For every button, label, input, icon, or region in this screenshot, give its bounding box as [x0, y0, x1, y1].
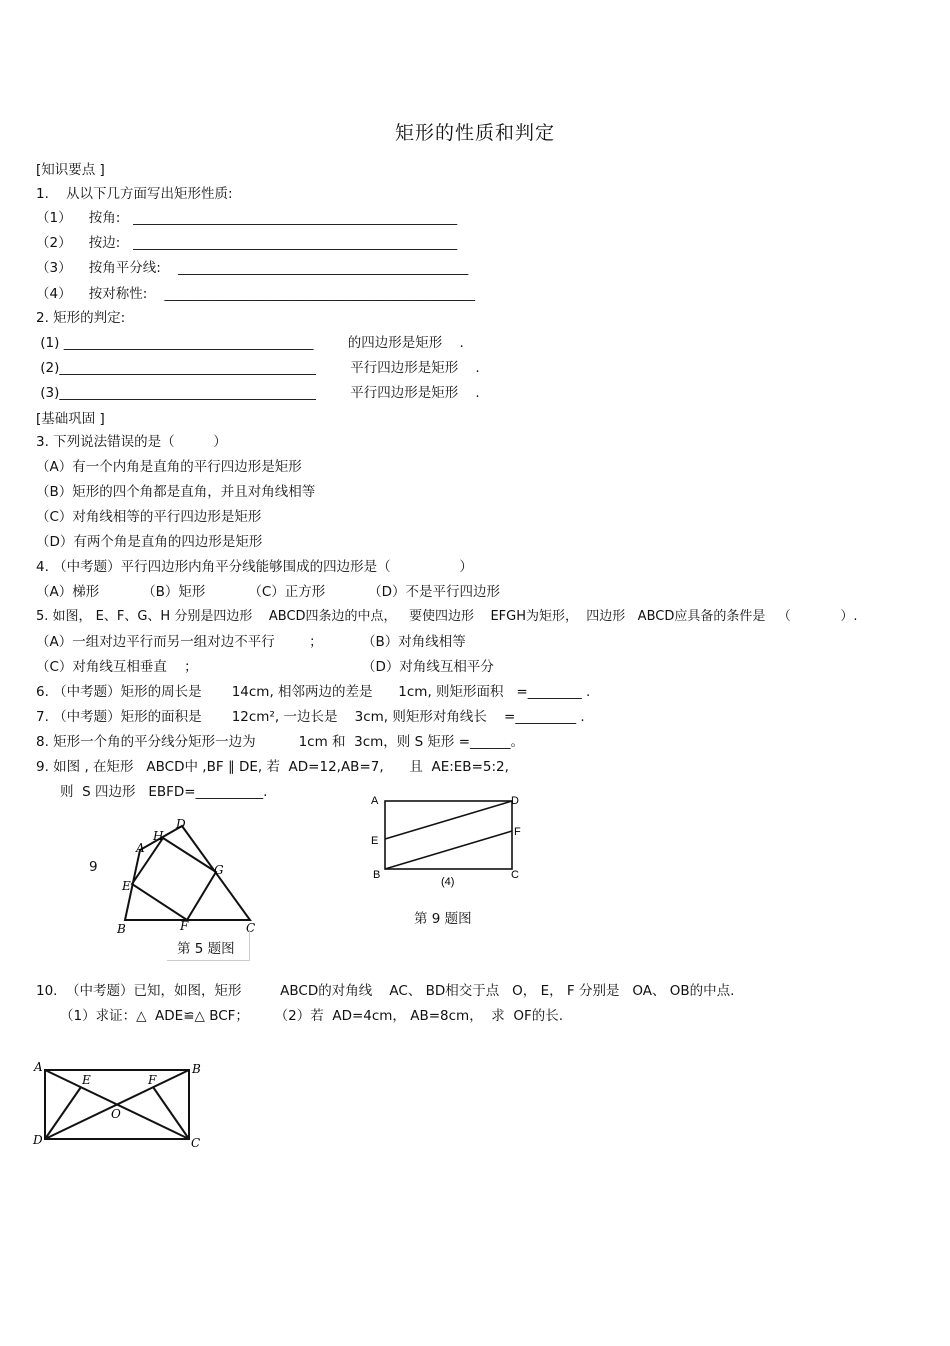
- question-3-option-c: （C）对角线相等的平行四边形是矩形: [36, 509, 262, 525]
- rectangle-figure-10: [30, 1060, 210, 1154]
- fig5-label-d: D: [176, 817, 186, 831]
- fig10-label-e: E: [82, 1073, 91, 1087]
- question-7: 7. （中考题）矩形的面积是 12cm², 一边长是 3cm, 则矩形对角线长 =_________ .: [36, 709, 585, 725]
- fig9-label-e: E: [371, 835, 379, 847]
- question-8: 8. 矩形一个角的平分线分矩形一边为 1cm 和 3cm，则 S 矩形 =______。: [36, 734, 525, 750]
- question-6: 6. （中考题）矩形的周长是 14cm, 相邻两边的差是 1cm, 则矩形面积 =________ .: [36, 684, 591, 700]
- fig10-label-o: O: [111, 1107, 121, 1121]
- question-2-item-1: (1) _____________________________________ 的四边形是矩形 .: [36, 335, 464, 351]
- fig10-label-f: F: [148, 1073, 157, 1087]
- question-2: 2. 矩形的判定:: [36, 310, 126, 326]
- fig5-label-a: A: [136, 841, 145, 855]
- quadrilateral-figure-5: [110, 812, 265, 938]
- fig10-label-d: D: [33, 1133, 43, 1147]
- question-9-answer-line: 则 S 四边形 EBFD=__________.: [60, 784, 268, 800]
- question-1-item-3: （3） 按角平分线: ___________________________________________: [36, 260, 469, 276]
- fig5-label-c: C: [246, 921, 256, 935]
- fig10-label-c: C: [191, 1136, 201, 1150]
- question-2-item-2: (2)______________________________________ 平行四边形是矩形 .: [36, 360, 480, 376]
- question-3-option-d: （D）有两个角是直角的四边形是矩形: [36, 534, 263, 550]
- fig9-label-d: D: [511, 795, 519, 807]
- question-1-item-2: （2） 按边: ________________________________________________: [36, 235, 458, 251]
- question-2-item-3: (3)______________________________________ 平行四边形是矩形 .: [36, 385, 480, 401]
- fig5-label-b: B: [117, 922, 126, 936]
- fig10-label-b: B: [192, 1062, 201, 1076]
- section-heading-knowledge: [知识要点 ]: [36, 162, 105, 178]
- rectangle-figure-9: [362, 790, 532, 890]
- fig9-label-a: A: [371, 795, 379, 807]
- fig5-label-e: E: [122, 879, 131, 893]
- question-10-parts: （1）求证：△ ADE≌△ BCF； （2）若 AD=4cm， AB=8cm， 求 OF的长.: [60, 1008, 564, 1024]
- question-3-option-b: （B）矩形的四个角都是直角，并且对角线相等: [36, 484, 316, 500]
- question-3: 3. 下列说法错误的是（ ）: [36, 434, 227, 450]
- question-5-option-d: （D）对角线互相平分: [362, 659, 494, 675]
- fig5-label-h: H: [153, 829, 164, 843]
- figure-5-side-number: 9: [89, 859, 98, 875]
- question-4-options: （A）梯形 （B）矩形 （C）正方形 （D）不是平行四边形: [36, 584, 501, 600]
- fig5-label-f: F: [180, 919, 189, 933]
- fig9-label-b: B: [373, 869, 381, 881]
- fig9-label-c: C: [511, 869, 519, 881]
- question-1-item-1: （1） 按角: ________________________________________________: [36, 210, 458, 226]
- fig9-inner-caption: (4): [441, 876, 455, 888]
- question-5-option-a: （A）一组对边平行而另一组对边不平行 ；: [36, 634, 323, 650]
- question-4: 4. （中考题）平行四边形内角平分线能够围成的四边形是（ ）: [36, 559, 473, 575]
- fig10-label-a: A: [34, 1060, 43, 1074]
- question-3-option-a: （A）有一个内角是直角的平行四边形是矩形: [36, 459, 302, 475]
- fig5-label-g: G: [214, 863, 224, 877]
- question-5-option-b: （B）对角线相等: [362, 634, 466, 650]
- page-title: 矩形的性质和判定: [394, 122, 555, 144]
- fig9-label-f: F: [514, 826, 521, 838]
- question-9: 9. 如图 , 在矩形 ABCD中 ,BF ∥ DE, 若 AD=12,AB=7, 且 AE:EB=5:2,: [36, 759, 509, 775]
- figure-9-caption: 第 9 题图: [414, 911, 472, 927]
- question-1: 1. 从以下几方面写出矩形性质:: [36, 186, 233, 202]
- question-5: 5. 如图， E、F、G、H 分别是四边形 ABCD四条边的中点， 要使四边形 EFGH为矩形， 四边形 ABCD应具备的条件是 （ ）.: [36, 609, 858, 624]
- figure-5-caption: 第 5 题图: [177, 941, 235, 957]
- question-5-option-c: （C）对角线互相垂直 ；: [36, 659, 198, 675]
- question-10: 10. （中考题）已知，如图，矩形 ABCD的对角线 AC、 BD相交于点 O， E， F 分别是 OA、 OB的中点.: [36, 983, 735, 999]
- question-1-item-4: （4） 按对称性: ______________________________________________: [36, 286, 475, 302]
- section-heading-basics: [基础巩固 ]: [36, 411, 105, 427]
